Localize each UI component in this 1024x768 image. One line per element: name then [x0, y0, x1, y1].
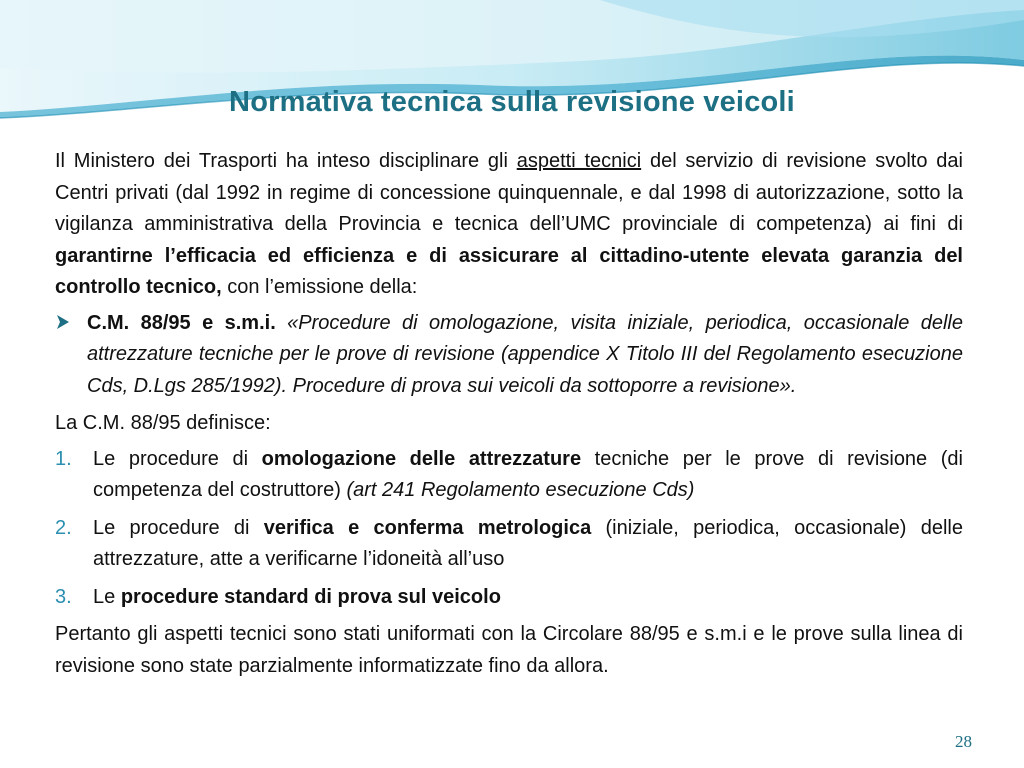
numbered-item-1: [55, 444, 963, 507]
intro-text-1: Il Ministero dei Trasporti ha inteso disciplinare gli: [55, 150, 517, 172]
item-text-part: (iniziale, periodica, occasionale) delle attrezzature, atte a verificarne l’idoneità all’uso: [93, 516, 963, 570]
item-text-part: Le: [93, 585, 121, 608]
item-text-part: Le procedure di: [93, 516, 264, 539]
slide-title: Normativa tecnica sulla revisione veicoli: [229, 86, 795, 118]
numbered-item-3: [55, 582, 963, 614]
item-text: [93, 582, 963, 614]
item-number: 2.: [55, 516, 72, 539]
item-bold-part: verifica e conferma metrologica: [263, 516, 592, 539]
numbered-item-2: [55, 513, 963, 576]
item-text: [93, 513, 963, 576]
closing-paragraph: Pertanto gli aspetti tecnici sono stati uniformati con la Circolare 88/95 e s.m.i e le prove sulla linea di revisione sono state parzialmente informatizzate fino da allora.: [55, 623, 963, 677]
slide-body: [55, 146, 963, 686]
defines-paragraph: La C.M. 88/95 definisce:: [55, 412, 271, 434]
bullet-italic-text: «Procedure di omologazione, visita iniziale, periodica, occasionale delle attrezzature tecniche per le prove di revisione (appendice X Titolo III del Regolamento esecuzione Cds, D.Lgs 285/1992). Procedure di prova sui veicoli da sottoporre a revisione».: [87, 311, 963, 397]
item-text-part: Le procedure di: [93, 447, 262, 470]
intro-text-3: con l’emissione della:: [221, 276, 418, 298]
item-number: 1.: [55, 447, 72, 470]
bullet-item-cm: [55, 308, 963, 403]
bullet-bold-label: C.M. 88/95 e s.m.i.: [87, 311, 276, 334]
item-text: [93, 444, 963, 507]
arrow-bullet-icon: [55, 308, 87, 403]
bullet-text: [87, 308, 963, 403]
item-italic-part: (art 241 Regolamento esecuzione Cds): [346, 479, 695, 501]
intro-paragraph: [55, 146, 963, 304]
intro-underlined-term: aspetti tecnici: [516, 150, 642, 172]
item-bold-part: procedure standard di prova sul veicolo: [120, 585, 501, 608]
intro-text-2: del servizio di revisione svolto dai Centri privati (dal 1992 in regime di concessione quinquennale, e dal 1998 di autorizzazione, sotto la vigilanza amministrativa della Provincia e tecnica dell’UMC provinciale di competenza) ai fini di: [55, 150, 963, 235]
intro-bold-text: garantirne l’efficacia ed efficienza e di assicurare al cittadino-utente elevata garanzia del controllo tecnico,: [55, 244, 963, 298]
page-number: 28: [955, 732, 972, 751]
item-number: 3.: [55, 585, 72, 608]
item-text-part: tecniche per le prove di revisione (di competenza del costruttore): [93, 447, 963, 501]
item-bold-part: omologazione delle attrezzature: [261, 447, 582, 470]
